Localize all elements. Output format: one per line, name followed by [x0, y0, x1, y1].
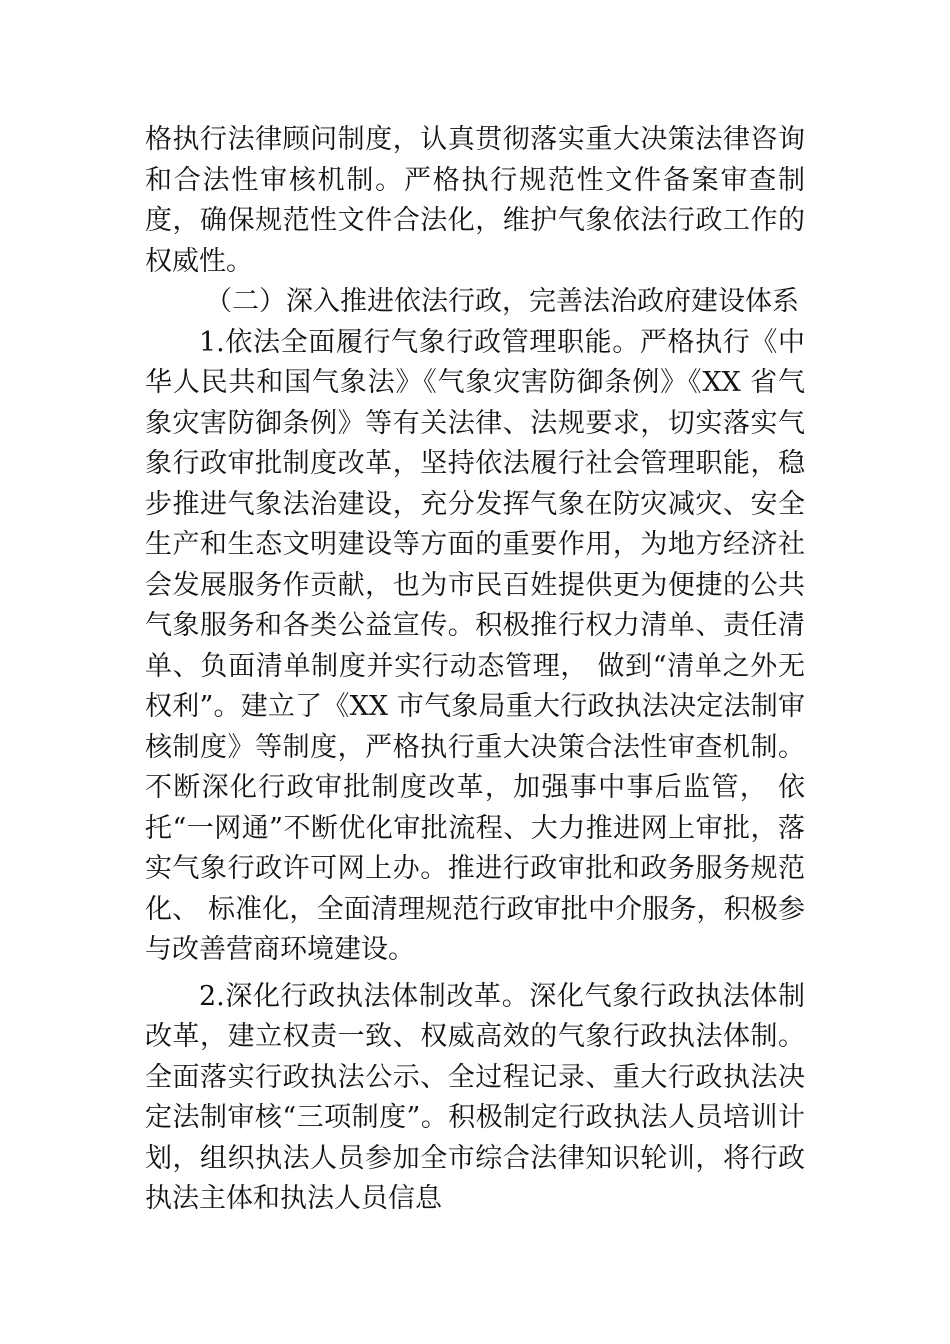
paragraph-item-2: 2.深化行政执法体制改革。深化气象行政执法体制改革，建立权责一致、权威高效的气象行政执法体制。全面落实行政执法公示、全过程记录、重大行政执法决定法制审核“三项制度”。积极制定行政执法人员培训计划，组织执法人员参加全市综合法律知识轮训，将行政执法主体和执法人员信息: [145, 980, 805, 1214]
section-heading: （二）深入推进依法行政，完善法治政府建设体系: [205, 286, 799, 317]
document-body: [145, 120, 805, 1220]
paragraph-item-1: 1.依法全面履行气象行政管理职能。严格执行《中华人民共和国气象法》《气象灾害防御条例》《XX 省气象灾害防御条例》等有关法律、法规要求，切实落实气象行政审批制度改革，坚持依法履行社会管理职能，稳步推进气象法治建设，充分发挥气象在防灾减灾、安全生产和生态文明建设等方面的重要作用，为地方经济社会发展服务作贡献，也为市民百姓提供更为便捷的公共气象服务和各类公益宣传。积极推行权力清单、责任清单、负面清单制度并实行动态管理， 做到“清单之外无权利”。建立了《XX 市气象局重大行政执法决定法制审核制度》等制度，严格执行重大决策合法性审查机制。不断深化行政审批制度改革，加强事中事后监管， 依托“一网通”不断优化审批流程、大力推进网上审批，落实气象行政许可网上办。推进行政审批和政务服务规范化、 标准化，全面清理规范行政审批中介服务，积极参与改善营商环境建设。: [145, 326, 805, 965]
paragraph-continuation: 格执行法律顾问制度，认真贯彻落实重大决策法律咨询和合法性审核机制。严格执行规范性文件备案审查制度，确保规范性文件合法化，维护气象依法行政工作的权威性。: [145, 124, 805, 277]
